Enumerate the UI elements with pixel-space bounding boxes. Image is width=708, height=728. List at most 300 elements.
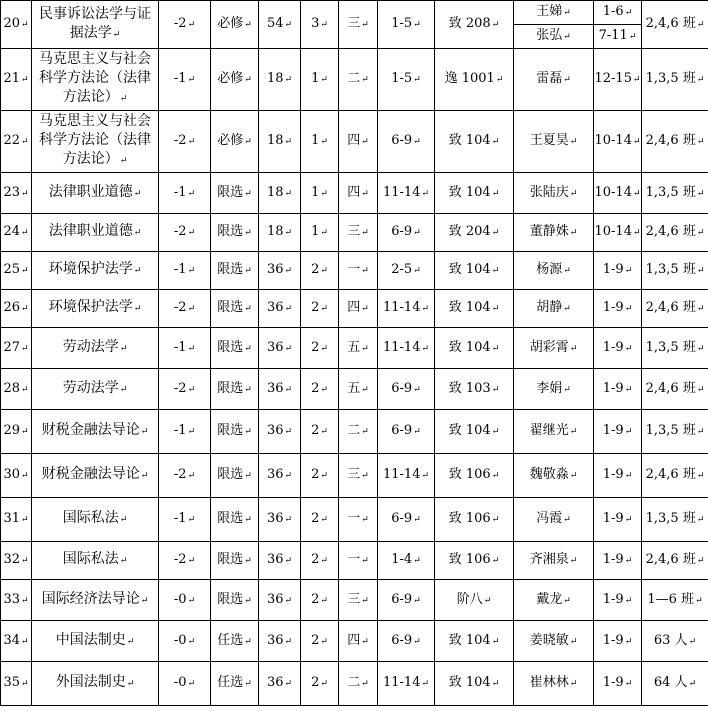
course-name-cell (32, 173, 159, 214)
teacher-cell-text: 翟继光 (529, 423, 569, 438)
paragraph-mark-icon: ↵ (284, 471, 293, 481)
paragraph-mark-icon: ↵ (21, 20, 29, 30)
class-code-cell-text: -0 (173, 591, 187, 607)
teacher-cell (514, 1, 594, 25)
weeks-cell (594, 662, 642, 706)
teacher-cell (514, 290, 594, 328)
paragraph-mark-icon: ↵ (361, 304, 369, 314)
paragraph-mark-icon: ↵ (563, 595, 571, 606)
weeks-cell-text: 1-9 (602, 380, 624, 396)
paragraph-mark-icon: ↵ (495, 75, 504, 85)
paragraph-mark-icon: ↵ (696, 343, 705, 354)
paragraph-mark-icon: ↵ (361, 188, 369, 199)
table-row (1, 662, 708, 706)
periods-cell-text: 6-9 (391, 591, 413, 607)
hours-cell (259, 410, 301, 454)
periods-cell-text: 1-5 (391, 71, 413, 86)
row-number-cell-text: 23 (3, 184, 20, 200)
paragraph-mark-icon: ↵ (21, 343, 29, 354)
paragraph-mark-icon: ↵ (491, 471, 500, 481)
room-cell-text: 致 106 (448, 511, 491, 526)
periods-cell (378, 290, 435, 328)
course-type-cell-text: 限选 (217, 224, 244, 239)
paragraph-mark-icon: ↵ (361, 471, 369, 481)
weeks-cell-text: 1-9 (602, 300, 624, 315)
row-number-cell (1, 252, 32, 290)
class-code-cell-text: -0 (173, 632, 187, 648)
paragraph-mark-icon: ↵ (569, 427, 578, 437)
paragraph-mark-icon: ↵ (624, 343, 633, 354)
periods-cell (378, 662, 435, 706)
paragraph-mark-icon: ↵ (569, 137, 578, 147)
weeks-cell-text: 10-14 (594, 133, 632, 148)
weekday-cell (339, 410, 378, 454)
paragraph-mark-icon: ↵ (624, 427, 633, 437)
course-name-cell (32, 290, 159, 328)
paragraph-mark-icon: ↵ (491, 384, 500, 395)
course-type-cell (211, 498, 259, 542)
teacher-cell-text: 齐湘泉 (529, 552, 569, 567)
room-cell (435, 214, 514, 252)
weekday-cell (339, 662, 378, 706)
paragraph-mark-icon: ↵ (413, 636, 421, 647)
class-code-cell-text: -2 (173, 467, 187, 482)
weeks-cell-text: 1-9 (602, 467, 624, 482)
table-row (1, 328, 708, 369)
classes-cell (642, 290, 708, 328)
classes-cell-text: 1,3,5 班 (645, 184, 696, 200)
paragraph-mark-icon: ↵ (284, 636, 293, 647)
hours-cell-text: 54 (266, 16, 284, 31)
paragraph-mark-icon: ↵ (569, 188, 578, 199)
classes-cell (642, 454, 708, 498)
row-number-cell (1, 214, 32, 252)
paragraph-mark-icon: ↵ (320, 75, 328, 85)
weekday-cell (339, 290, 378, 328)
teacher-cell (514, 111, 594, 173)
room-cell (435, 328, 514, 369)
paragraph-mark-icon: ↵ (421, 471, 430, 481)
course-name-cell (32, 621, 159, 662)
classes-cell-text: 1,3,5 班 (645, 423, 696, 438)
paragraph-mark-icon: ↵ (361, 595, 369, 606)
room-cell (435, 369, 514, 410)
classes-cell (642, 662, 708, 706)
room-cell (435, 410, 514, 454)
paragraph-mark-icon: ↵ (491, 515, 500, 525)
hours-cell-text: 36 (266, 552, 284, 567)
row-number-cell (1, 498, 32, 542)
weekday-cell (339, 498, 378, 542)
paragraph-mark-icon: ↵ (688, 679, 697, 689)
teacher-cell-text: 张陆庆 (529, 184, 569, 200)
weeks-cell-text: 1-9 (602, 675, 624, 690)
course-name-cell (32, 369, 159, 410)
table-row (1, 621, 708, 662)
paragraph-mark-icon: ↵ (361, 515, 369, 525)
weekday-cell-text: 二 (347, 675, 361, 690)
weeks-cell-text: 1-9 (602, 339, 624, 355)
course-type-cell-text: 任选 (217, 632, 244, 648)
table-row (1, 498, 708, 542)
room-cell-text: 致 208 (448, 16, 491, 31)
weeks-cell (594, 498, 642, 542)
periods-cell-text: 1-4 (391, 552, 413, 567)
paragraph-mark-icon: ↵ (244, 266, 252, 276)
course-type-cell (211, 252, 259, 290)
teacher-cell-text: 魏敬淼 (529, 467, 569, 482)
weeks-cell-text: 1-9 (602, 511, 624, 526)
credit-cell-text: 2 (311, 467, 320, 482)
paragraph-mark-icon: ↵ (491, 20, 500, 30)
paragraph-mark-icon: ↵ (244, 636, 252, 647)
paragraph-mark-icon: ↵ (284, 595, 293, 606)
periods-cell (378, 252, 435, 290)
course-name-cell (32, 454, 159, 498)
paragraph-mark-icon: ↵ (187, 304, 196, 314)
course-type-cell (211, 214, 259, 252)
paragraph-mark-icon: ↵ (284, 75, 293, 85)
weekday-cell-text: 二 (347, 71, 361, 86)
teacher-cell (514, 542, 594, 580)
course-name-cell-text: 中国法制史 (55, 631, 126, 648)
weeks-cell (594, 1, 642, 25)
paragraph-mark-icon: ↵ (21, 304, 29, 314)
periods-cell-text: 6-9 (391, 133, 413, 148)
course-name-cell-text: 国际私法 (62, 510, 119, 526)
paragraph-mark-icon: ↵ (632, 75, 641, 85)
paragraph-mark-icon: ↵ (413, 137, 421, 147)
hours-cell-text: 18 (266, 184, 284, 200)
paragraph-mark-icon: ↵ (361, 384, 369, 395)
paragraph-mark-icon: ↵ (696, 75, 705, 85)
paragraph-mark-icon: ↵ (119, 515, 128, 525)
credit-cell (301, 410, 339, 454)
classes-cell (642, 410, 708, 454)
paragraph-mark-icon: ↵ (140, 595, 149, 606)
paragraph-mark-icon: ↵ (563, 266, 571, 276)
paragraph-mark-icon: ↵ (696, 556, 705, 566)
paragraph-mark-icon: ↵ (361, 343, 369, 354)
paragraph-mark-icon: ↵ (187, 75, 196, 85)
teacher-cell-text: 戴龙 (536, 591, 563, 607)
teacher-cell-text: 王夏昊 (529, 133, 569, 148)
paragraph-mark-icon: ↵ (21, 679, 29, 689)
hours-cell-text: 18 (266, 133, 284, 148)
credit-cell-text: 2 (311, 339, 320, 355)
credit-cell (301, 173, 339, 214)
paragraph-mark-icon: ↵ (320, 20, 328, 30)
paragraph-mark-icon: ↵ (320, 515, 328, 525)
weekday-cell (339, 621, 378, 662)
weekday-cell (339, 328, 378, 369)
paragraph-mark-icon: ↵ (632, 228, 641, 238)
row-number-cell (1, 410, 32, 454)
periods-cell-text: 11-14 (382, 675, 421, 690)
row-number-cell (1, 369, 32, 410)
paragraph-mark-icon: ↵ (696, 471, 705, 481)
paragraph-mark-icon: ↵ (563, 304, 571, 314)
weeks-cell (594, 369, 642, 410)
class-code-cell (159, 214, 211, 252)
paragraph-mark-icon: ↵ (119, 156, 128, 166)
paragraph-mark-icon: ↵ (320, 137, 328, 147)
paragraph-mark-icon: ↵ (244, 556, 252, 566)
weeks-cell-text: 12-15 (594, 71, 632, 86)
paragraph-mark-icon: ↵ (21, 595, 29, 606)
teacher-cell-text: 胡彩霄 (529, 339, 569, 355)
row-number-cell-text: 29 (3, 423, 20, 438)
paragraph-mark-icon: ↵ (628, 32, 637, 42)
weekday-cell (339, 369, 378, 410)
weekday-cell (339, 49, 378, 111)
hours-cell-text: 18 (266, 224, 284, 239)
paragraph-mark-icon: ↵ (413, 75, 421, 85)
paragraph-mark-icon: ↵ (491, 556, 500, 566)
course-type-cell-text: 限选 (217, 339, 244, 355)
paragraph-mark-icon: ↵ (563, 32, 571, 42)
weekday-cell-text: 四 (347, 133, 361, 148)
paragraph-mark-icon: ↵ (361, 20, 369, 30)
paragraph-mark-icon: ↵ (632, 137, 641, 147)
paragraph-mark-icon: ↵ (21, 137, 29, 147)
teacher-cell-text: 胡静 (536, 300, 563, 315)
paragraph-mark-icon: ↵ (187, 188, 196, 199)
row-number-cell (1, 621, 32, 662)
room-cell (435, 662, 514, 706)
table-row (1, 49, 708, 111)
credit-cell-text: 1 (311, 224, 320, 239)
room-cell-text: 致 104 (448, 133, 491, 148)
weekday-cell-text: 三 (347, 224, 361, 239)
paragraph-mark-icon: ↵ (187, 343, 196, 354)
hours-cell-text: 18 (266, 71, 284, 86)
paragraph-mark-icon: ↵ (632, 188, 641, 199)
periods-cell-text: 6-9 (391, 224, 413, 239)
row-number-cell (1, 542, 32, 580)
table-row (1, 214, 708, 252)
weekday-cell (339, 252, 378, 290)
paragraph-mark-icon: ↵ (491, 427, 500, 437)
weeks-cell-text: 1-9 (602, 552, 624, 567)
hours-cell (259, 252, 301, 290)
paragraph-mark-icon: ↵ (244, 595, 252, 606)
class-code-cell-text: -1 (173, 511, 187, 526)
room-cell (435, 498, 514, 542)
credit-cell-text: 2 (311, 262, 320, 277)
class-code-cell (159, 621, 211, 662)
class-code-cell (159, 290, 211, 328)
hours-cell (259, 290, 301, 328)
paragraph-mark-icon: ↵ (21, 384, 29, 395)
class-code-cell-text: -1 (173, 184, 187, 200)
hours-cell (259, 542, 301, 580)
credit-cell-text: 1 (311, 184, 320, 200)
classes-cell-text: 2,4,6 班 (645, 224, 696, 239)
course-name-cell (32, 49, 159, 111)
table-row (1, 173, 708, 214)
weeks-cell (594, 49, 642, 111)
paragraph-mark-icon: ↵ (569, 556, 578, 566)
paragraph-mark-icon: ↵ (696, 266, 705, 276)
paragraph-mark-icon: ↵ (187, 427, 196, 437)
classes-cell-text: 2,4,6 班 (645, 300, 696, 315)
room-cell (435, 1, 514, 49)
paragraph-mark-icon: ↵ (119, 556, 128, 566)
hours-cell (259, 498, 301, 542)
table-row (1, 580, 708, 621)
weekday-cell-text: 四 (347, 632, 361, 648)
class-code-cell (159, 111, 211, 173)
weekday-cell-text: 一 (347, 552, 361, 567)
course-type-cell-text: 任选 (217, 675, 244, 690)
course-name-cell-text: 外国法制史 (55, 674, 126, 690)
paragraph-mark-icon: ↵ (244, 304, 252, 314)
row-number-cell-text: 20 (3, 16, 20, 31)
paragraph-mark-icon: ↵ (696, 427, 705, 437)
row-number-cell-text: 33 (3, 591, 20, 607)
hours-cell-text: 36 (266, 632, 284, 648)
paragraph-mark-icon: ↵ (624, 471, 633, 481)
table-body (1, 1, 708, 706)
paragraph-mark-icon: ↵ (413, 595, 421, 606)
course-type-cell-text: 必修 (217, 16, 244, 31)
class-code-cell-text: -2 (173, 16, 187, 31)
row-number-cell (1, 173, 32, 214)
classes-cell (642, 580, 708, 621)
room-cell-text: 致 106 (448, 467, 491, 482)
class-code-cell (159, 49, 211, 111)
periods-cell-text: 6-9 (391, 380, 413, 396)
paragraph-mark-icon: ↵ (244, 75, 252, 85)
paragraph-mark-icon: ↵ (491, 137, 500, 147)
course-type-cell (211, 111, 259, 173)
class-code-cell (159, 542, 211, 580)
periods-cell (378, 410, 435, 454)
hours-cell (259, 214, 301, 252)
paragraph-mark-icon: ↵ (284, 137, 293, 147)
hours-cell-text: 36 (266, 262, 284, 277)
paragraph-mark-icon: ↵ (21, 228, 29, 238)
course-type-cell (211, 542, 259, 580)
room-cell (435, 621, 514, 662)
teacher-cell (514, 214, 594, 252)
course-name-cell (32, 1, 159, 49)
teacher-cell (514, 173, 594, 214)
teacher-cell (514, 49, 594, 111)
paragraph-mark-icon: ↵ (284, 20, 293, 30)
weekday-cell (339, 173, 378, 214)
paragraph-mark-icon: ↵ (563, 8, 571, 18)
table-row (1, 542, 708, 580)
weeks-cell-text: 1-9 (602, 262, 624, 277)
paragraph-mark-icon: ↵ (695, 595, 703, 606)
paragraph-mark-icon: ↵ (284, 304, 293, 314)
paragraph-mark-icon: ↵ (187, 228, 196, 238)
credit-cell (301, 621, 339, 662)
row-number-cell-text: 26 (3, 300, 20, 315)
paragraph-mark-icon: ↵ (421, 679, 430, 689)
room-cell (435, 252, 514, 290)
paragraph-mark-icon: ↵ (244, 427, 252, 437)
teacher-cell-text: 姜晓敏 (529, 632, 569, 648)
teacher-cell-text: 董静姝 (529, 224, 569, 239)
row-number-cell-text: 32 (3, 552, 20, 567)
class-code-cell (159, 662, 211, 706)
course-name-cell-text: 法律职业道德 (48, 183, 133, 200)
weekday-cell-text: 三 (347, 591, 361, 607)
paragraph-mark-icon: ↵ (491, 343, 500, 354)
paragraph-mark-icon: ↵ (569, 636, 578, 647)
row-number-cell (1, 111, 32, 173)
paragraph-mark-icon: ↵ (119, 94, 128, 104)
teacher-cell-text: 雷磊 (536, 71, 563, 86)
periods-cell-text: 6-9 (391, 632, 413, 648)
classes-cell (642, 542, 708, 580)
course-type-cell (211, 290, 259, 328)
classes-cell-text: 2,4,6 班 (645, 133, 696, 148)
row-number-cell (1, 328, 32, 369)
course-name-cell (32, 542, 159, 580)
paragraph-mark-icon: ↵ (361, 75, 369, 85)
classes-cell-text: 64 人 (653, 675, 688, 690)
hours-cell (259, 662, 301, 706)
class-code-cell-text: -1 (173, 71, 187, 86)
course-type-cell-text: 限选 (217, 552, 244, 567)
weekday-cell-text: 三 (347, 16, 361, 31)
credit-cell-text: 2 (311, 591, 320, 607)
course-name-cell (32, 328, 159, 369)
row-number-cell (1, 1, 32, 49)
classes-cell (642, 369, 708, 410)
table-row (1, 454, 708, 498)
course-name-cell (32, 410, 159, 454)
classes-cell-text: 2,4,6 班 (645, 16, 696, 31)
course-name-cell-text: 劳动法学 (62, 379, 119, 396)
paragraph-mark-icon: ↵ (284, 515, 293, 525)
paragraph-mark-icon: ↵ (696, 137, 705, 147)
paragraph-mark-icon: ↵ (421, 343, 430, 354)
hours-cell-text: 36 (266, 511, 284, 526)
room-cell-text: 致 204 (448, 224, 491, 239)
paragraph-mark-icon: ↵ (320, 471, 328, 481)
room-cell-text: 致 104 (448, 339, 491, 355)
paragraph-mark-icon: ↵ (696, 188, 705, 199)
classes-cell (642, 111, 708, 173)
weeks-cell-text: 1-9 (602, 632, 624, 648)
weeks-cell (594, 214, 642, 252)
weeks-cell-text: 1-6 (602, 4, 624, 19)
paragraph-mark-icon: ↵ (361, 556, 369, 566)
classes-cell-text: 2,4,6 班 (645, 467, 696, 482)
class-code-cell (159, 328, 211, 369)
paragraph-mark-icon: ↵ (21, 188, 29, 199)
paragraph-mark-icon: ↵ (21, 515, 29, 525)
periods-cell-text: 11-14 (382, 467, 421, 482)
classes-cell-text: 1,3,5 班 (645, 262, 696, 277)
periods-cell (378, 214, 435, 252)
class-code-cell-text: -1 (173, 262, 187, 277)
paragraph-mark-icon: ↵ (413, 20, 421, 30)
periods-cell (378, 1, 435, 49)
row-number-cell-text: 25 (3, 262, 20, 277)
teacher-cell (514, 25, 594, 49)
paragraph-mark-icon: ↵ (320, 228, 328, 238)
classes-cell (642, 328, 708, 369)
paragraph-mark-icon: ↵ (569, 343, 578, 354)
paragraph-mark-icon: ↵ (284, 228, 293, 238)
credit-cell-text: 2 (311, 423, 320, 438)
